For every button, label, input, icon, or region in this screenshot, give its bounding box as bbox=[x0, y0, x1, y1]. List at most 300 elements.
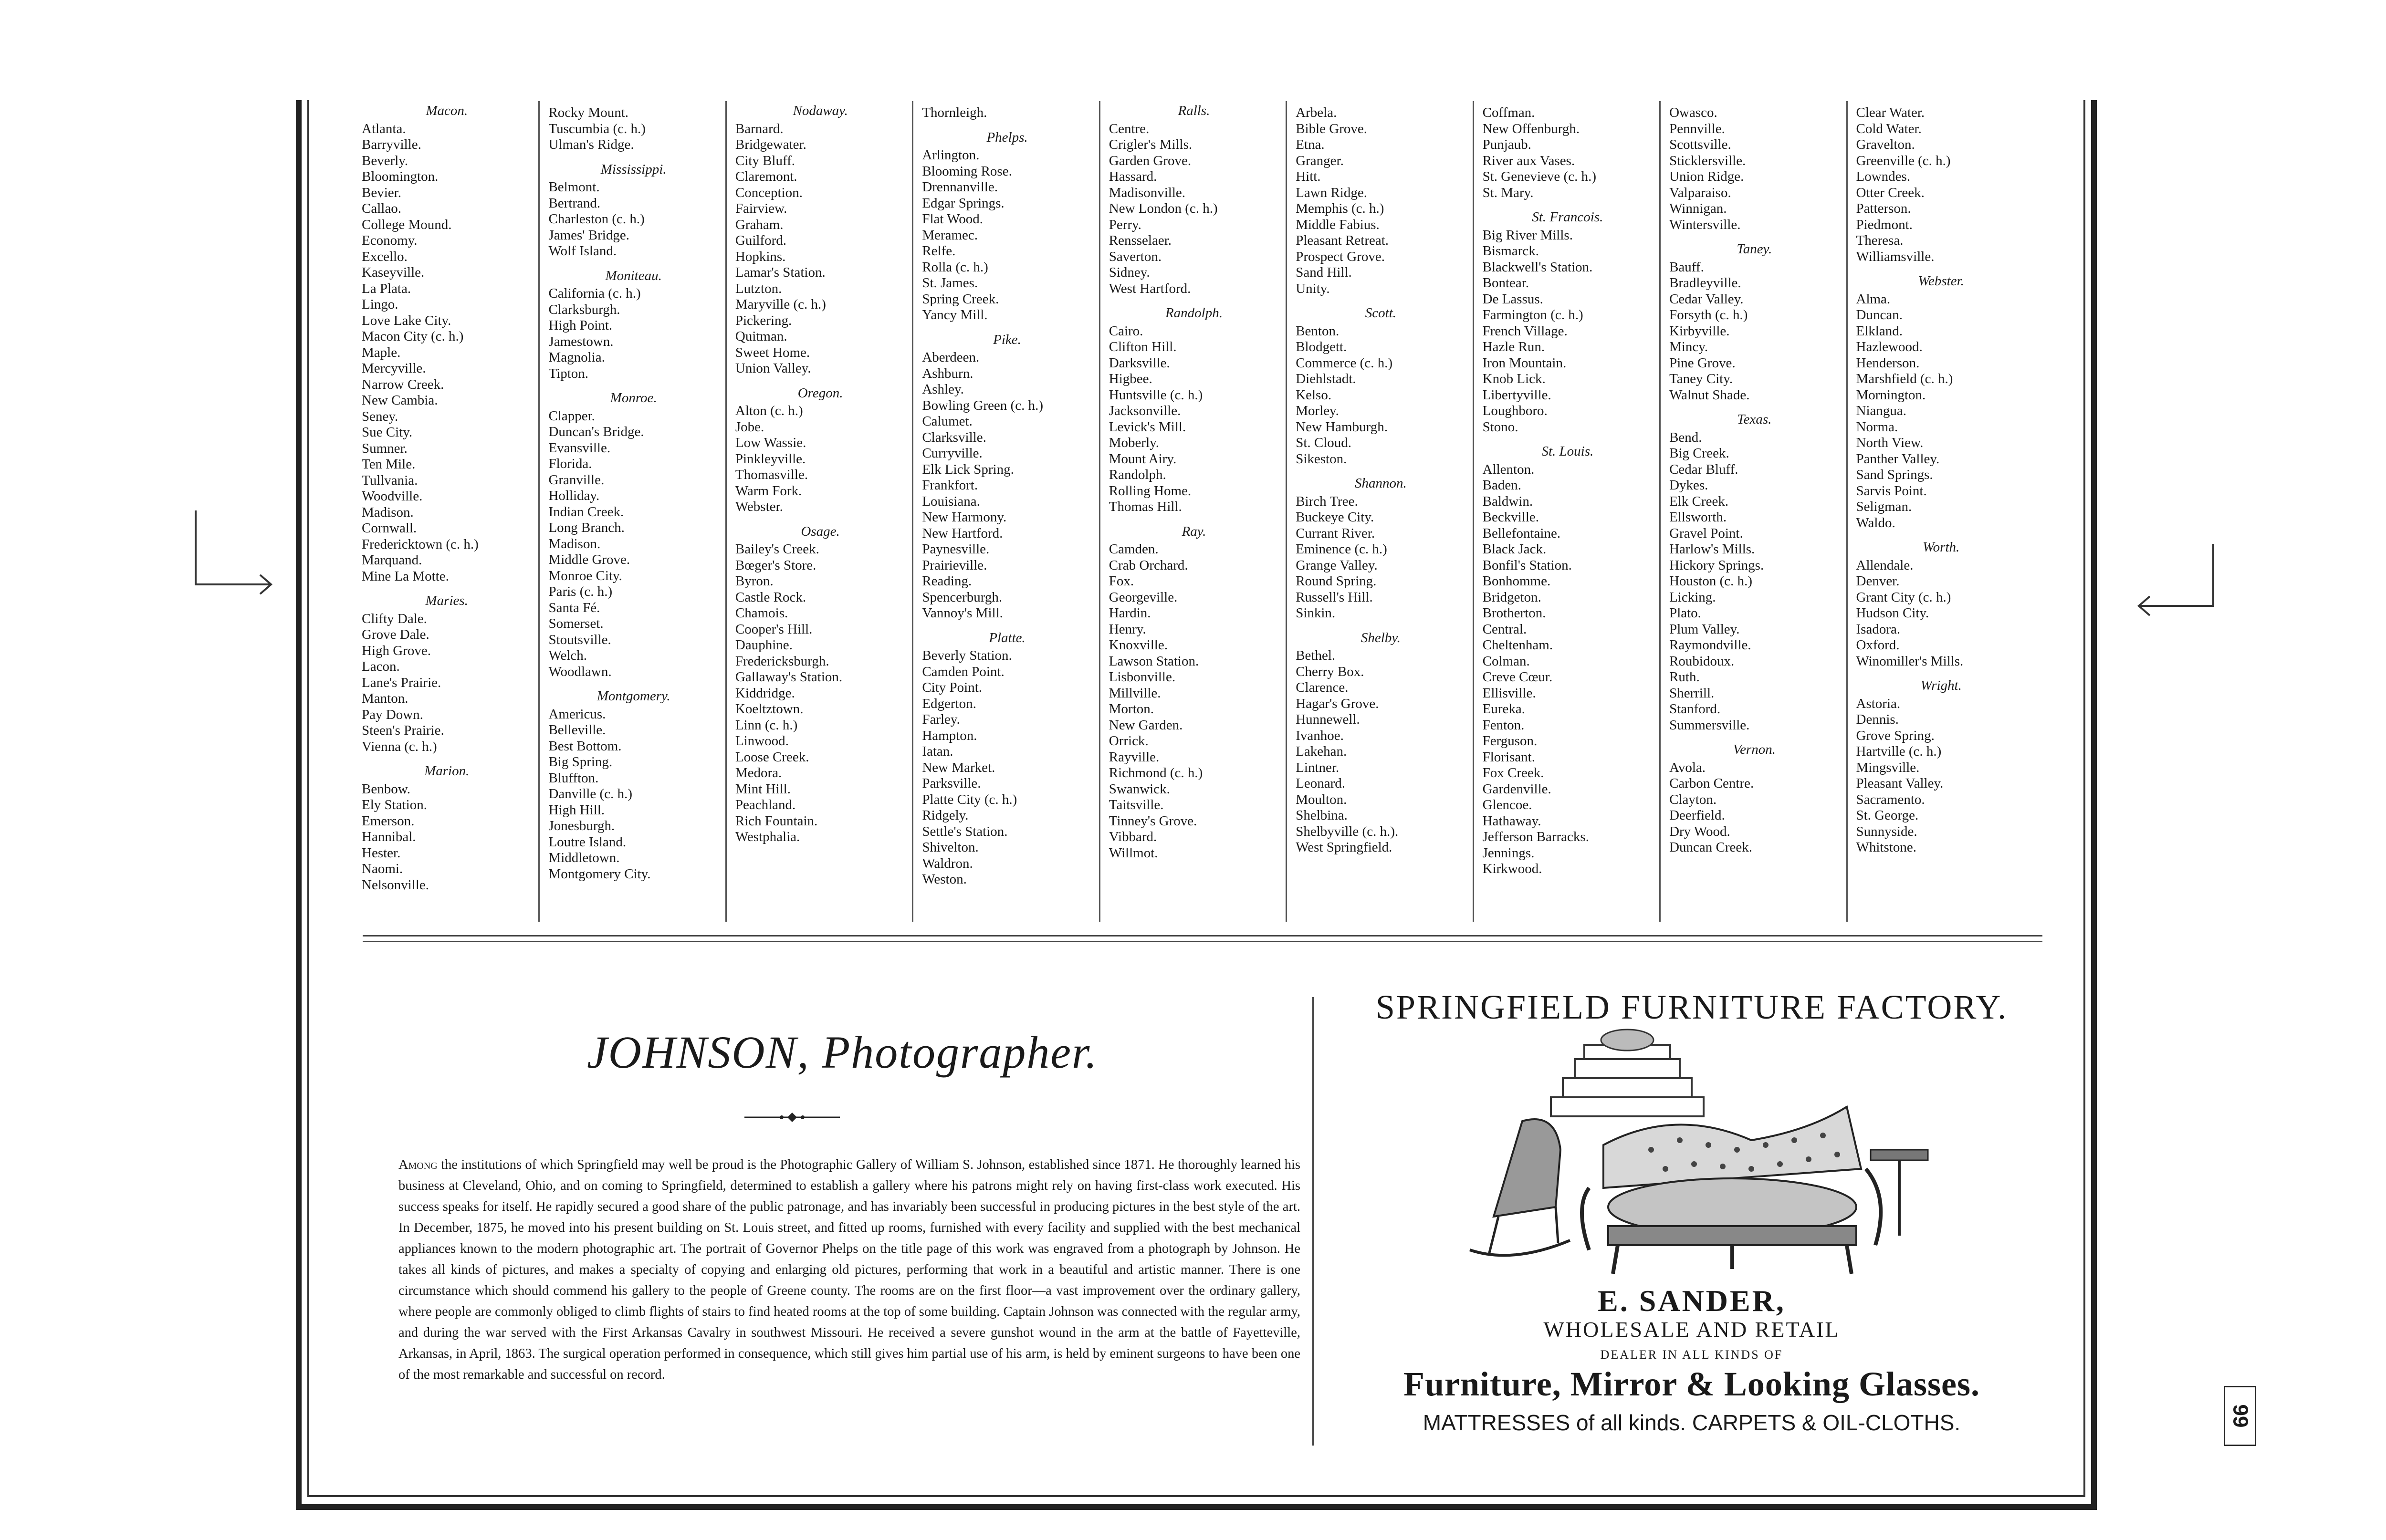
town-name: Arlington. bbox=[922, 147, 980, 163]
town-name: Vannoy's Mill. bbox=[922, 605, 1003, 621]
town-name: Baden. bbox=[1482, 478, 1521, 493]
town-name: Claremont. bbox=[735, 169, 797, 184]
town-name: Aberdeen. bbox=[922, 350, 980, 365]
town-name: Ashley. bbox=[922, 382, 964, 397]
county-heading: Shannon. bbox=[1355, 476, 1407, 491]
town-name: Mingsville. bbox=[1856, 760, 1920, 775]
county-heading: Wright. bbox=[1920, 678, 1962, 693]
town-name: Beverly. bbox=[362, 153, 408, 168]
town-name: Lacon. bbox=[362, 659, 400, 674]
town-name: Mincy. bbox=[1669, 339, 1708, 354]
town-name: Prospect Grove. bbox=[1296, 249, 1385, 264]
town-name: Denver. bbox=[1856, 573, 1900, 589]
town-name: Forsyth (c. h.) bbox=[1669, 307, 1748, 323]
town-name: Saverton. bbox=[1109, 249, 1162, 264]
town-name: Winomiller's Mills. bbox=[1856, 653, 1964, 669]
town-name: Big River Mills. bbox=[1482, 227, 1573, 243]
town-name: Brotherton. bbox=[1482, 605, 1546, 621]
town-name: Sumner. bbox=[362, 440, 408, 456]
town-name: New Hamburgh. bbox=[1296, 419, 1388, 435]
county-heading: Marion. bbox=[424, 763, 470, 779]
town-name: Buckeye City. bbox=[1296, 510, 1374, 525]
town-name: Madisonville. bbox=[1109, 185, 1186, 200]
town-name: Vienna (c. h.) bbox=[362, 739, 437, 754]
town-name: Barryville. bbox=[362, 137, 421, 152]
town-name: Jamestown. bbox=[548, 333, 614, 349]
town-name: Welch. bbox=[548, 648, 587, 663]
town-name: Weston. bbox=[922, 872, 967, 887]
town-name: Etna. bbox=[1296, 137, 1325, 152]
town-name: Rayville. bbox=[1109, 749, 1160, 765]
town-name: Barnard. bbox=[735, 121, 784, 136]
town-name: Taitsville. bbox=[1109, 797, 1164, 812]
town-name: Warm Fork. bbox=[735, 483, 802, 499]
town-name: Hathaway. bbox=[1482, 813, 1541, 829]
town-name: Fredericktown (c. h.) bbox=[362, 536, 479, 552]
county-heading: Montgomery. bbox=[596, 688, 670, 704]
town-name: Indian Creek. bbox=[548, 504, 624, 520]
town-name: Hunnewell. bbox=[1296, 712, 1360, 727]
town-name: Hartville (c. h.) bbox=[1856, 744, 1942, 759]
town-name: Alma. bbox=[1856, 291, 1891, 307]
town-name: La Plata. bbox=[362, 281, 411, 296]
town-name: Perry. bbox=[1109, 217, 1141, 232]
town-name: Niangua. bbox=[1856, 403, 1906, 418]
town-name: Cairo. bbox=[1109, 323, 1143, 339]
town-name: Levick's Mill. bbox=[1109, 419, 1186, 435]
county-heading: Taney. bbox=[1737, 241, 1772, 257]
sander-name: E. SANDER, bbox=[1598, 1284, 1786, 1318]
town-name: Ely Station. bbox=[362, 797, 427, 812]
town-name: Gardenville. bbox=[1482, 781, 1551, 797]
town-name: Peachland. bbox=[735, 797, 796, 812]
county-heading: Webster. bbox=[1918, 273, 1964, 289]
town-name: Avola. bbox=[1669, 760, 1706, 775]
town-name: Waldo. bbox=[1856, 515, 1895, 531]
town-name: Callao. bbox=[362, 201, 401, 216]
title-ornament bbox=[744, 1112, 840, 1123]
town-name: Scottsville. bbox=[1669, 137, 1731, 152]
county-heading: Nodaway. bbox=[793, 103, 848, 118]
town-name: Rocky Mount. bbox=[548, 105, 628, 120]
town-name: Hitt. bbox=[1296, 169, 1321, 184]
town-name: New Hartford. bbox=[922, 525, 1003, 541]
county-heading: Macon. bbox=[426, 103, 468, 118]
town-name: Allenton. bbox=[1482, 461, 1535, 477]
town-column bbox=[912, 101, 1099, 922]
town-name: Winnigan. bbox=[1669, 201, 1727, 216]
town-name: Higbee. bbox=[1109, 371, 1152, 386]
town-name: Castle Rock. bbox=[735, 589, 806, 605]
county-heading: Osage. bbox=[801, 523, 840, 539]
town-name: Sand Hill. bbox=[1296, 265, 1352, 280]
town-name: Marquand. bbox=[362, 552, 422, 568]
town-name: Kirbyville. bbox=[1669, 323, 1730, 339]
town-name: Union Ridge. bbox=[1669, 169, 1744, 184]
town-name: Naomi. bbox=[362, 861, 403, 876]
town-name: Edgar Springs. bbox=[922, 195, 1005, 211]
town-name: Astoria. bbox=[1856, 696, 1901, 711]
town-name: Jennings. bbox=[1482, 845, 1535, 861]
town-column bbox=[1286, 101, 1472, 922]
county-heading: St. Louis. bbox=[1541, 444, 1594, 459]
town-name: Lingo. bbox=[362, 297, 398, 312]
town-name: Marshfield (c. h.) bbox=[1856, 371, 1953, 386]
town-name: Sweet Home. bbox=[735, 344, 810, 360]
town-name: Graham. bbox=[735, 217, 784, 232]
town-name: Henry. bbox=[1109, 621, 1146, 637]
town-name: Belleville. bbox=[548, 722, 606, 738]
town-name: Fox. bbox=[1109, 573, 1134, 589]
town-name: Ferguson. bbox=[1482, 733, 1538, 749]
town-name: Seney. bbox=[362, 408, 398, 424]
town-name: Drennanville. bbox=[922, 179, 998, 195]
town-name: Hopkins. bbox=[735, 249, 786, 264]
town-name: Bonhomme. bbox=[1482, 573, 1551, 589]
town-name: New Offenburgh. bbox=[1482, 121, 1580, 136]
town-column bbox=[1659, 101, 1846, 922]
county-heading: Maries. bbox=[425, 593, 468, 608]
town-name: Woodlawn. bbox=[548, 664, 612, 679]
town-name: Settle's Station. bbox=[922, 823, 1008, 839]
page-number-box bbox=[2224, 1386, 2256, 1446]
section-divider-top bbox=[363, 935, 2042, 936]
town-name: Macon City (c. h.) bbox=[362, 329, 464, 344]
town-name: Tipton. bbox=[548, 365, 588, 381]
town-name: Arbela. bbox=[1296, 105, 1337, 120]
town-name: Gallaway's Station. bbox=[735, 669, 843, 685]
town-name: Roubidoux. bbox=[1669, 653, 1735, 669]
town-name: Eminence (c. h.) bbox=[1296, 541, 1387, 557]
town-name: Fairview. bbox=[735, 201, 787, 216]
town-name: Lowndes. bbox=[1856, 169, 1911, 184]
town-name: Lane's Prairie. bbox=[362, 675, 441, 690]
furniture-factory-title: SPRINGFIELD FURNITURE FACTORY. bbox=[1375, 988, 2008, 1026]
town-name: Byron. bbox=[735, 573, 774, 589]
town-name: Mornington. bbox=[1856, 387, 1926, 403]
town-name: Jonesburgh. bbox=[548, 818, 615, 833]
town-name: Diehlstadt. bbox=[1296, 371, 1356, 386]
town-name: Clarksburgh. bbox=[548, 302, 620, 317]
town-name: Ruth. bbox=[1669, 669, 1700, 685]
town-name: Grant City (c. h.) bbox=[1856, 589, 1951, 605]
town-name: Oxford. bbox=[1856, 637, 1900, 653]
town-name: Lisbonville. bbox=[1109, 669, 1176, 685]
town-name: Hester. bbox=[362, 845, 401, 861]
town-name: Magnolia. bbox=[548, 350, 605, 365]
town-name: Whitstone. bbox=[1856, 840, 1916, 855]
town-name: Darksville. bbox=[1109, 355, 1170, 371]
town-name: Ulman's Ridge. bbox=[548, 137, 634, 152]
town-name: Harlow's Mills. bbox=[1669, 541, 1755, 557]
county-heading: Texas. bbox=[1737, 412, 1772, 427]
town-name: Bridgeton. bbox=[1482, 589, 1541, 605]
town-name: Houston (c. h.) bbox=[1669, 573, 1753, 589]
town-name: Commerce (c. h.) bbox=[1296, 355, 1393, 371]
town-name: Conception. bbox=[735, 185, 803, 200]
town-name: Thornleigh. bbox=[922, 105, 987, 120]
right-margin-arrow-icon bbox=[2133, 539, 2219, 625]
town-name: Holliday. bbox=[548, 488, 600, 503]
town-name: Creve Cœur. bbox=[1482, 669, 1553, 685]
town-name: Moberly. bbox=[1109, 435, 1159, 450]
town-name: Beverly Station. bbox=[922, 648, 1012, 663]
town-name: Lawn Ridge. bbox=[1296, 185, 1367, 200]
town-name: Georgeville. bbox=[1109, 589, 1178, 605]
county-heading: Ray. bbox=[1182, 523, 1206, 539]
town-name: Bowling Green (c. h.) bbox=[922, 397, 1043, 413]
town-name: Ellisville. bbox=[1482, 685, 1536, 701]
town-name: Paynesville. bbox=[922, 541, 990, 557]
town-name: Morton. bbox=[1109, 701, 1154, 717]
town-name: Bismarck. bbox=[1482, 243, 1539, 259]
town-name: Taney City. bbox=[1669, 371, 1733, 386]
town-name: Lamar's Station. bbox=[735, 265, 826, 280]
town-name: North View. bbox=[1856, 435, 1924, 450]
town-name: Somerset. bbox=[548, 616, 604, 631]
town-name: Raymondville. bbox=[1669, 637, 1751, 653]
town-name: High Hill. bbox=[548, 802, 605, 818]
town-name: Mercyville. bbox=[362, 361, 426, 376]
town-name: Henderson. bbox=[1856, 355, 1920, 371]
town-name: Cherry Box. bbox=[1296, 664, 1364, 679]
town-name: Mount Airy. bbox=[1109, 451, 1177, 467]
county-heading: Scott. bbox=[1365, 305, 1397, 321]
town-name: Bend. bbox=[1669, 429, 1702, 445]
town-name: Middletown. bbox=[548, 850, 620, 865]
page-number: 99 bbox=[2228, 1404, 2252, 1428]
town-name: Walnut Shade. bbox=[1669, 387, 1750, 403]
town-name: Glencoe. bbox=[1482, 797, 1532, 812]
town-name: Iron Mountain. bbox=[1482, 355, 1567, 371]
town-name: Benbow. bbox=[362, 781, 411, 797]
section-divider-bottom bbox=[363, 941, 2042, 942]
town-name: Tuscumbia (c. h.) bbox=[548, 121, 646, 136]
town-name: Duncan Creek. bbox=[1669, 840, 1752, 855]
town-name: Farmington (c. h.) bbox=[1482, 307, 1583, 323]
town-name: Pine Grove. bbox=[1669, 355, 1736, 371]
town-name: Loughboro. bbox=[1482, 403, 1548, 418]
town-name: Shivelton. bbox=[922, 840, 979, 855]
town-name: Edgerton. bbox=[922, 696, 976, 711]
town-name: High Point. bbox=[548, 318, 613, 333]
town-name: Crigler's Mills. bbox=[1109, 137, 1193, 152]
town-name: Huntsville (c. h.) bbox=[1109, 387, 1203, 403]
town-name: Orrick. bbox=[1109, 733, 1149, 749]
town-name: Colman. bbox=[1482, 653, 1530, 669]
town-name: Bluffton. bbox=[548, 770, 599, 786]
town-name: Pleasant Valley. bbox=[1856, 776, 1944, 791]
town-name: Nelsonville. bbox=[362, 877, 429, 893]
town-name: Wintersville. bbox=[1669, 217, 1741, 232]
town-name: Middle Grove. bbox=[548, 552, 630, 567]
county-heading: Pike. bbox=[993, 332, 1021, 347]
town-name: Hazle Run. bbox=[1482, 339, 1545, 354]
town-name: Eureka. bbox=[1482, 701, 1525, 717]
town-name: Economy. bbox=[362, 233, 418, 248]
town-name: Duncan. bbox=[1856, 307, 1903, 323]
town-name: Clear Water. bbox=[1856, 105, 1925, 120]
town-name: Crab Orchard. bbox=[1109, 557, 1188, 573]
town-name: Rensselaer. bbox=[1109, 233, 1172, 248]
town-name: Owasco. bbox=[1669, 105, 1717, 120]
town-name: Charleston (c. h.) bbox=[548, 211, 645, 227]
town-name: Monroe City. bbox=[548, 568, 622, 583]
town-name: Guilford. bbox=[735, 233, 786, 248]
town-name: Richmond (c. h.) bbox=[1109, 765, 1203, 780]
town-name: Blodgett. bbox=[1296, 339, 1347, 354]
town-name: Ellsworth. bbox=[1669, 510, 1727, 525]
town-name: Gravelton. bbox=[1856, 137, 1915, 152]
town-name: De Lassus. bbox=[1482, 291, 1543, 307]
town-name: Williamsville. bbox=[1856, 249, 1935, 264]
town-name: Leonard. bbox=[1296, 776, 1346, 791]
town-name: Baldwin. bbox=[1482, 493, 1533, 509]
town-name: Evansville. bbox=[548, 440, 611, 456]
town-name: Best Bottom. bbox=[548, 738, 622, 754]
town-name: Sunnyside. bbox=[1856, 823, 1917, 839]
johnson-title: JOHNSON, Photographer. bbox=[587, 1027, 1098, 1078]
town-name: Excello. bbox=[362, 249, 408, 264]
town-name: Clapper. bbox=[548, 408, 595, 424]
town-name: Hudson City. bbox=[1856, 605, 1929, 621]
county-heading: Phelps. bbox=[986, 129, 1028, 145]
town-name: Quitman. bbox=[735, 329, 787, 344]
town-name: St. Genevieve (c. h.) bbox=[1482, 169, 1596, 184]
town-name: Sidney. bbox=[1109, 265, 1150, 280]
johnson-article bbox=[398, 1155, 1300, 1385]
town-name: St. Mary. bbox=[1482, 185, 1534, 200]
town-name: Clayton. bbox=[1669, 791, 1717, 807]
town-name: Bailey's Creek. bbox=[735, 541, 819, 557]
town-name: Lutzton. bbox=[735, 281, 782, 296]
town-name: Pickering. bbox=[735, 312, 792, 328]
town-name: Kelso. bbox=[1296, 387, 1332, 403]
town-name: Clarence. bbox=[1296, 680, 1349, 695]
town-name: Shelbyville (c. h.). bbox=[1296, 823, 1399, 839]
town-name: Rich Fountain. bbox=[735, 813, 818, 829]
town-name: Moulton. bbox=[1296, 791, 1347, 807]
town-name: Florisant. bbox=[1482, 749, 1535, 765]
county-heading: Ralls. bbox=[1178, 103, 1210, 118]
town-name: Plum Valley. bbox=[1669, 621, 1740, 637]
town-name: Belmont. bbox=[548, 179, 600, 195]
town-name: Knob Lick. bbox=[1482, 371, 1546, 386]
town-name: Pennville. bbox=[1669, 121, 1725, 136]
town-name: Hannibal. bbox=[362, 829, 416, 844]
town-name: Currant River. bbox=[1296, 525, 1375, 541]
town-name: Bœger's Store. bbox=[735, 557, 816, 573]
town-name: Panther Valley. bbox=[1856, 451, 1940, 467]
town-name: Theresa. bbox=[1856, 233, 1904, 248]
town-name: City Point. bbox=[922, 680, 983, 695]
county-heading: Oregon. bbox=[797, 385, 843, 401]
town-name: Sticklersville. bbox=[1669, 153, 1746, 168]
county-heading: Shelby. bbox=[1360, 630, 1401, 645]
town-name: High Grove. bbox=[362, 643, 431, 658]
town-name: Libertyville. bbox=[1482, 387, 1551, 403]
town-name: Big Spring. bbox=[548, 754, 613, 770]
town-name: Mine La Motte. bbox=[362, 568, 449, 584]
county-heading: Mississippi. bbox=[600, 161, 667, 177]
furniture-line: Furniture, Mirror & Looking Glasses. bbox=[1403, 1365, 1980, 1403]
town-name: Florida. bbox=[548, 456, 592, 471]
town-name: Carbon Centre. bbox=[1669, 776, 1754, 791]
town-name: Relfe. bbox=[922, 243, 956, 259]
town-name: Russell's Hill. bbox=[1296, 589, 1373, 605]
town-name: Gravel Point. bbox=[1669, 525, 1743, 541]
town-name: Unity. bbox=[1296, 281, 1330, 296]
county-heading: Moniteau. bbox=[605, 268, 662, 283]
town-name: Spring Creek. bbox=[922, 291, 999, 307]
town-name: Birch Tree. bbox=[1296, 493, 1358, 509]
town-name: City Bluff. bbox=[735, 153, 795, 168]
town-name: Union Valley. bbox=[735, 361, 811, 376]
town-name: Elkland. bbox=[1856, 323, 1903, 339]
town-name: Bridgewater. bbox=[735, 137, 806, 152]
town-name: Meramec. bbox=[922, 227, 978, 243]
town-name: Grove Dale. bbox=[362, 627, 429, 642]
town-name: Cedar Bluff. bbox=[1669, 461, 1738, 477]
town-name: Bauff. bbox=[1669, 259, 1704, 275]
town-name: Bontear. bbox=[1482, 275, 1529, 291]
town-name: Stoutsville. bbox=[548, 632, 611, 647]
town-name: Woodville. bbox=[362, 489, 423, 504]
county-heading: Vernon. bbox=[1733, 742, 1776, 757]
town-name: Platte City (c. h.) bbox=[922, 791, 1017, 807]
town-name: Randolph. bbox=[1109, 467, 1166, 482]
town-name: Big Creek. bbox=[1669, 446, 1729, 461]
town-name: Hagar's Grove. bbox=[1296, 696, 1379, 711]
town-name: Ten Mile. bbox=[362, 457, 416, 472]
town-name: Pinkleyville. bbox=[735, 451, 806, 467]
town-name: Granger. bbox=[1296, 153, 1344, 168]
town-name: Sacramento. bbox=[1856, 791, 1925, 807]
town-name: Jacksonville. bbox=[1109, 403, 1181, 418]
town-name: Alton (c. h.) bbox=[735, 403, 803, 418]
town-name: Low Wassie. bbox=[735, 435, 806, 450]
town-column bbox=[725, 101, 912, 922]
dealer-line: DEALER IN ALL KINDS OF bbox=[1600, 1348, 1783, 1362]
town-name: Blackwell's Station. bbox=[1482, 259, 1593, 275]
town-name: Dykes. bbox=[1669, 478, 1708, 493]
town-name: Dauphine. bbox=[735, 637, 793, 653]
town-name: Emerson. bbox=[362, 813, 415, 829]
town-name: Bellefontaine. bbox=[1482, 525, 1561, 541]
town-name: Plato. bbox=[1669, 605, 1701, 621]
town-name: Centre. bbox=[1109, 121, 1150, 136]
town-name: Wolf Island. bbox=[548, 243, 617, 259]
town-name: Norma. bbox=[1856, 419, 1898, 435]
town-name: Chamois. bbox=[735, 605, 788, 621]
town-name: Tinney's Grove. bbox=[1109, 813, 1197, 829]
town-name: Waldron. bbox=[922, 855, 973, 871]
town-name: Reading. bbox=[922, 573, 972, 589]
town-name: Coffman. bbox=[1482, 105, 1535, 120]
town-name: Linn (c. h.) bbox=[735, 717, 798, 733]
town-name: Calumet. bbox=[922, 414, 973, 429]
town-name: New Garden. bbox=[1109, 717, 1183, 733]
town-name: Clifty Dale. bbox=[362, 611, 427, 626]
town-name: Round Spring. bbox=[1296, 573, 1377, 589]
town-name: French Village. bbox=[1482, 323, 1568, 339]
town-name: Kiddridge. bbox=[735, 685, 795, 701]
town-name: Licking. bbox=[1669, 589, 1716, 605]
town-name: Fredericksburgh. bbox=[735, 653, 829, 669]
town-name: Loose Creek. bbox=[735, 749, 809, 765]
town-name: Maryville (c. h.) bbox=[735, 297, 826, 312]
town-name: Morley. bbox=[1296, 403, 1339, 418]
